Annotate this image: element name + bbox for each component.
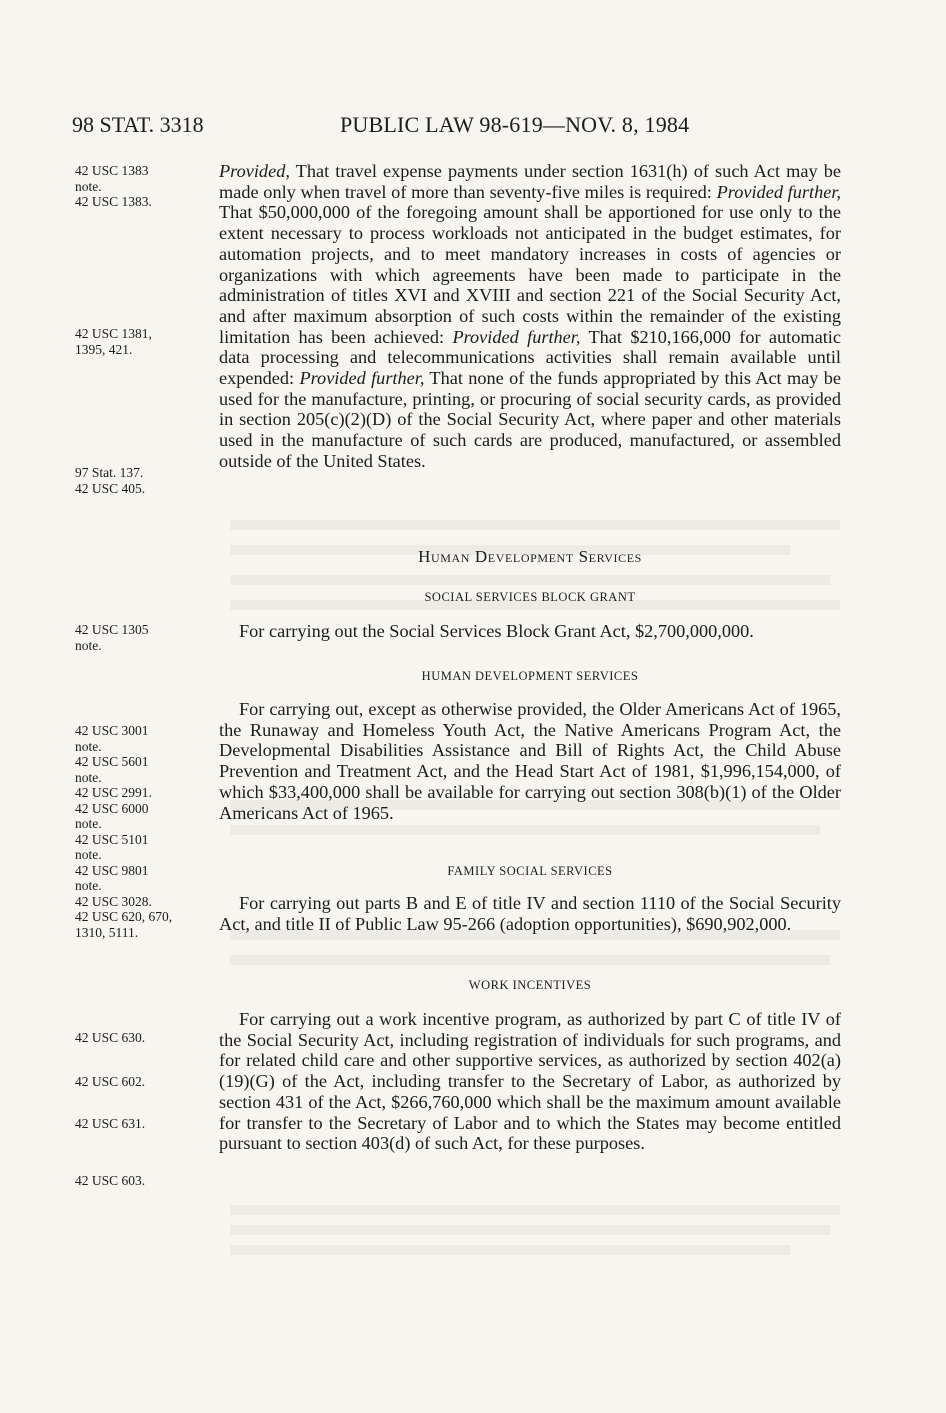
provisos-paragraph — [219, 161, 841, 472]
margin-note: 42 USC 630. — [75, 1030, 146, 1045]
body-text: For carrying out a work incentive program, as authorized by part C of title IV of the Social Security Act, including registration of individuals for such programs, and for related child care and other supportive services, as authorized by section 402(a)(19)(G) of the Act, including transfer to the Secretary of Labor, as authorized by section 431 of the Act, $266,760,000 which shall be the maximum amount available for transfer to the Secretary of Labor and to which the States may become entitled pursuant to section 403(d) of such Act, for these purposes. — [219, 1009, 841, 1154]
italic-proviso: Provided further, — [452, 326, 581, 347]
wi-paragraph — [219, 1009, 841, 1154]
margin-note-group-6 — [75, 1030, 215, 1046]
margin-note-group-8 — [75, 1116, 215, 1132]
body-text: That $50,000,000 of the foregoing amount shall be apportioned for use only to the extent necessary to process workloads not anticipated in the budget estimates, for automation projects, and to meet mandatory increases in costs of agencies or organizations with which agreements have been made to participate in the administration of titles XVI and XVIII and section 221 of the Social Security Act, and after maximum absorption of such costs within the remainder of the existing limitation has been achieved: — [219, 202, 841, 347]
body-text: That none of the funds appropriated by this Act may be used for the manufacture, printing, or procuring of social security cards, as provided in section 205(c)(2)(D) of the Social Security Act, where paper and other materials used in the manufacture of such cards are produced, manufactured, or assembled outside of the United States. — [219, 368, 842, 471]
italic-proviso: Provided further, — [299, 368, 425, 389]
margin-note: 42 USC 405. — [75, 480, 146, 496]
subsection-heading: HUMAN DEVELOPMENT SERVICES — [421, 669, 639, 683]
margin-note: 1310, 5111. — [75, 924, 139, 940]
ssbg-paragraph — [219, 621, 841, 642]
margin-note: 42 USC 3001 — [75, 723, 149, 738]
subsection-heading: WORK INCENTIVES — [468, 978, 592, 992]
body-text: For carrying out, except as otherwise provided, the Older Americans Act of 1965, the Runaway and Homeless Youth Act, the Native Americans Program Act, the Developmental Disabilities Assistance and Bill of Rights Act, the Child Abuse Prevention and Treatment Act, and the Head Start Act of 1981, $1,996,154,000, of which $33,400,000 shall be available for carrying out section 308(b)(1) of the Older Americans Act of 1965. — [219, 699, 841, 823]
margin-note: note. — [75, 769, 102, 785]
subsection-heading: SOCIAL SERVICES BLOCK GRANT — [424, 590, 636, 604]
hds-paragraph — [219, 699, 841, 823]
margin-note: 42 USC 9801 — [75, 862, 149, 878]
italic-proviso: Provided further, — [716, 181, 842, 202]
margin-note: note. — [75, 878, 102, 893]
margin-note: note. — [75, 178, 102, 194]
margin-note: note. — [75, 847, 102, 862]
body-text: For carrying out parts B and E of title IV and section 1110 of the Social Security Act, and title II of Public Law 95-266 (adoption opportunities), $690,902,000. — [219, 893, 841, 934]
margin-note: 1395, 421. — [75, 341, 133, 357]
margin-note: 42 USC 1381, — [75, 326, 152, 341]
margin-note-group-7 — [75, 1074, 215, 1090]
body-text: That $210,166,000 for automatic data processing and telecommunications activities shall remain available until expended: — [219, 326, 841, 389]
margin-note: note. — [75, 637, 102, 653]
margin-note-group-3 — [75, 465, 215, 496]
body-text: For carrying out the Social Services Block Grant Act, $2,700,000,000. — [239, 621, 754, 641]
section-heading: Human Development Services — [418, 547, 642, 566]
fss-paragraph — [219, 893, 841, 934]
subsection-heading: FAMILY SOCIAL SERVICES — [447, 864, 613, 878]
italic-proviso: Provided, — [219, 161, 290, 181]
margin-note: 42 USC 1305 — [75, 622, 149, 637]
margin-note: 42 USC 1383. — [75, 194, 152, 209]
margin-note: 42 USC 3028. — [75, 893, 152, 909]
margin-note-group-1 — [75, 163, 215, 210]
margin-note: 42 USC 2991. — [75, 785, 152, 800]
body-text: That travel expense payments under section 1631(h) of such Act may be made only when travel of more than seventy-five miles is required: — [219, 161, 841, 202]
margin-note: 42 USC 620, 670, — [75, 909, 173, 924]
margin-note-group-5 — [75, 723, 215, 940]
margin-note: 42 USC 602. — [75, 1074, 146, 1089]
stat-page-number: 98 STAT. 3318 — [72, 112, 204, 137]
margin-note: 97 Stat. 137. — [75, 465, 144, 480]
margin-note: note. — [75, 738, 102, 754]
margin-note: 42 USC 1383 — [75, 163, 149, 178]
margin-note-group-4 — [75, 622, 215, 653]
margin-note: 42 USC 631. — [75, 1116, 146, 1131]
margin-note: 42 USC 5101 — [75, 831, 149, 847]
margin-note: 42 USC 5601 — [75, 754, 149, 769]
margin-note: 42 USC 603. — [75, 1173, 146, 1188]
margin-note-group-2 — [75, 326, 215, 357]
margin-note-group-9 — [75, 1173, 215, 1189]
margin-note: note. — [75, 816, 102, 831]
margin-note: 42 USC 6000 — [75, 800, 149, 816]
running-header-title: PUBLIC LAW 98-619—NOV. 8, 1984 — [340, 112, 690, 137]
